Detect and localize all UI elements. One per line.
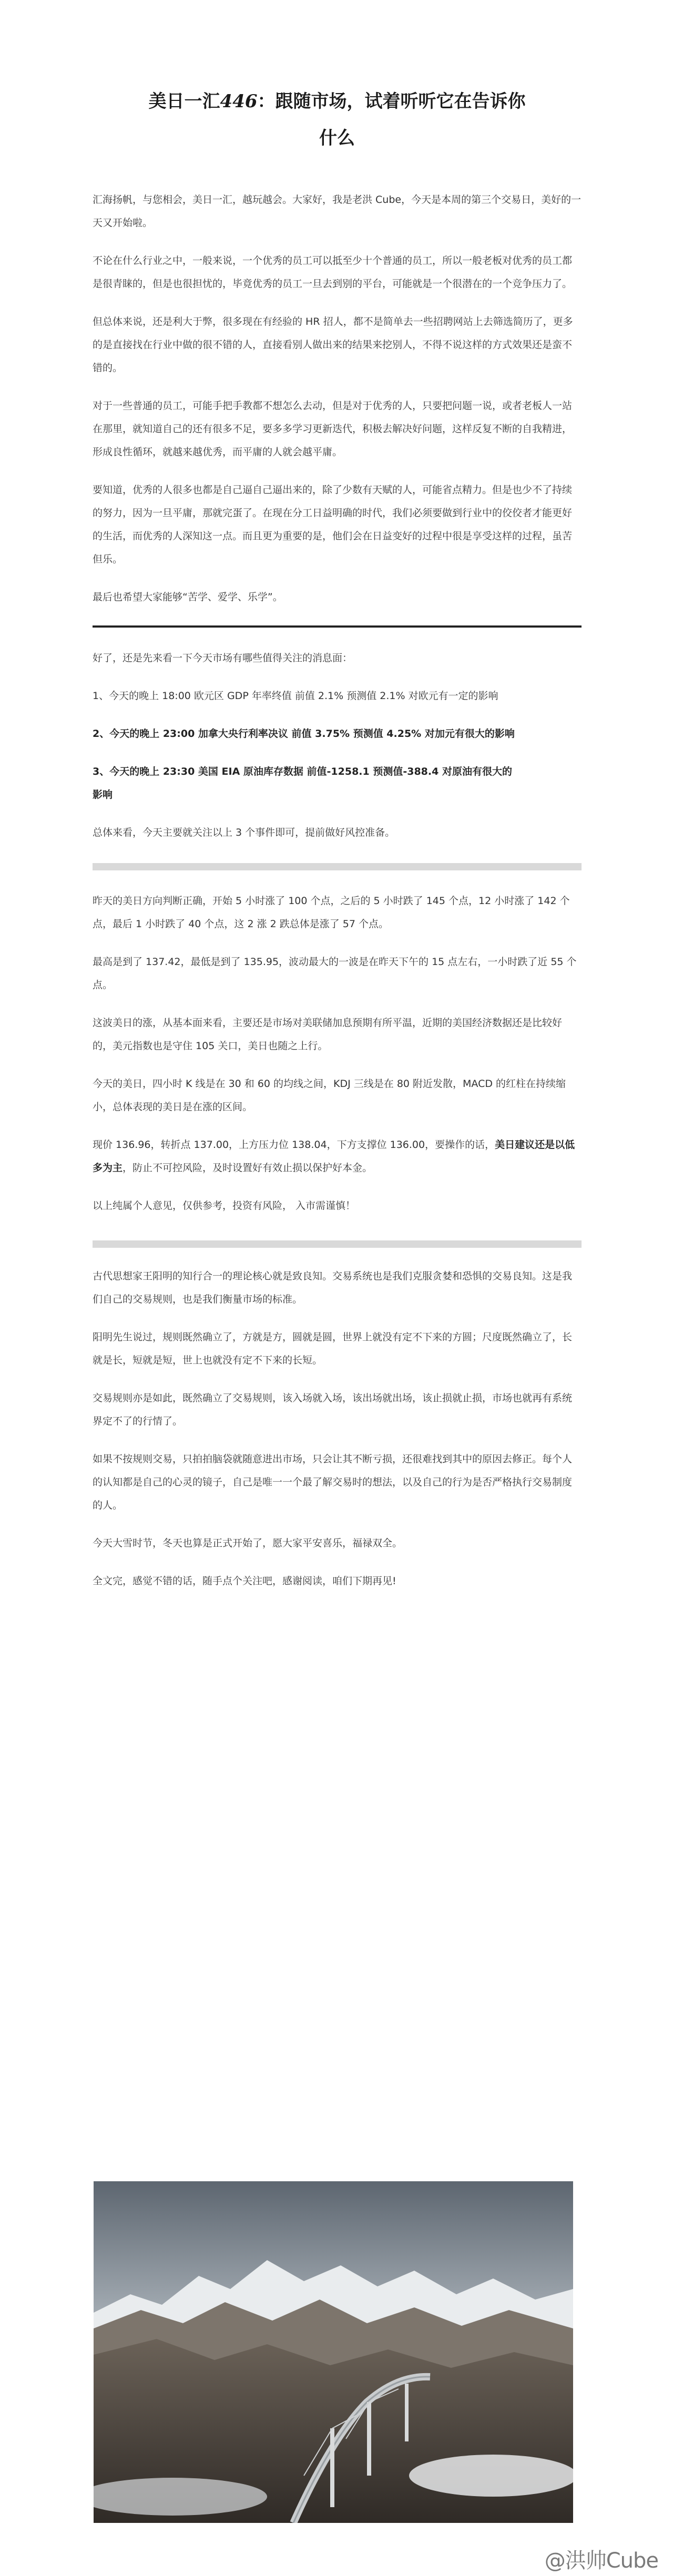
closing-paragraph: 交易规则亦是如此，既然确立了交易规则，该入场就入场，该出场就出场，该止损就止损，市场也就再有系统界定不了的行情了。 xyxy=(93,1392,573,1427)
landscape-photo xyxy=(94,2181,573,2523)
strategy-text: 现价 136.96，转折点 137.00，上方压力位 138.04，下方支撑位 136.00，要操作的话， xyxy=(93,1139,495,1151)
event-item: 1、今天的晚上 18:00 欧元区 GDP 年率终值 前值 2.1% 预测值 2.1% 对欧元有一定的影响 xyxy=(93,690,498,702)
article xyxy=(93,0,582,1593)
event-item xyxy=(93,760,582,806)
closing-paragraph: 如果不按规则交易，只拍拍脑袋就随意进出市场，只会让其不断亏损，还很难找到其中的原因去修正。每个人的认知都是自己的心灵的镜子，自己是唯一一个最了解交易时的想法，以及自己的行为是否严格执行交易制度的人。 xyxy=(93,1453,573,1511)
section-divider xyxy=(93,1240,582,1248)
section-divider xyxy=(93,863,582,870)
analysis-paragraph: 这波美日的涨，从基本面来看，主要还是市场对美联储加息预期有所平温，近期的美国经济数据还是比较好的，美元指数也是守住 105 关口，美日也随之上行。 xyxy=(93,1017,563,1052)
events-summary: 总体来看，今天主要就关注以上 3 个事件即可，提前做好风控准备。 xyxy=(93,827,395,838)
intro-paragraph: 不论在什么行业之中，一般来说，一个优秀的员工可以抵至少十个普通的员工，所以一般老板对优秀的员工都是很青睐的，但是也很担忧的，毕竟优秀的员工一旦去到别的平台，可能就是一个很潜在的一个竞争压力了。 xyxy=(93,255,573,290)
analysis-paragraph: 昨天的美日方向判断正确，开始 5 小时涨了 100 个点，之后的 5 小时跌了 145 个点，12 小时涨了 142 个点，最后 1 小时跌了 40 个点，这 2 涨 2 跌总体是涨了 57 个点。 xyxy=(93,895,570,930)
events-intro: 好了，还是先来看一下今天市场有哪些值得关注的消息面： xyxy=(93,652,353,664)
intro-paragraph: 汇海扬帆，与您相会，美日一汇，越玩越会。大家好，我是老洪 Cube，今天是本周的第三个交易日，美好的一天又开始啦。 xyxy=(93,194,582,229)
title-number: 446 xyxy=(220,91,258,112)
intro-paragraph: 但总体来说，还是利大于弊，很多现在有经验的 HR 招人，都不是简单去一些招聘网站上去筛选简历了，更多的是直接找在行业中做的很不错的人，直接看别人做出来的结果来挖别人，不得不说这样的方式效果还是蛮不错的。 xyxy=(93,316,573,374)
strategy-text: ，防止不可控风险，及时设置好有效止损以保护好本金。 xyxy=(123,1162,373,1174)
title-prefix: 美日一汇 xyxy=(148,91,220,112)
article-title xyxy=(93,83,582,157)
intro-paragraph: 要知道，优秀的人很多也都是自己逼自己逼出来的，除了少数有天赋的人，可能省点精力。但是也少不了持续的努力，因为一旦平庸，那就完蛋了。在现在分工日益明确的时代，我们必须要做到行业中的佼佼者才能更好的生活，而优秀的人深知这一点。而且更为重要的是，他们会在日益变好的过程中很是享受这样的过程，虽苦但乐。 xyxy=(93,484,573,565)
analysis-paragraph: 最高是到了 137.42，最低是到了 135.95，波动最大的一波是在昨天下午的 15 点左右，一小时跌了近 55 个点。 xyxy=(93,956,577,991)
closing-paragraph: 全文完，感觉不错的话，随手点个关注吧，感谢阅读，咱们下期再见! xyxy=(93,1575,396,1587)
title-suffix: ：跟随市场，试着听听它在告诉你 xyxy=(257,91,526,112)
event-item-line: 3、今天的晚上 23:30 美国 EIA 原油库存数据 前值-1258.1 预测值-388.4 对原油有很大的 xyxy=(93,766,512,777)
intro-paragraph: 对于一些普通的员工，可能手把手教都不想怎么去动，但是对于优秀的人，只要把问题一说，或者老板人一站在那里，就知道自己的还有很多不足，要多多学习更新迭代，积极去解决好问题，这样反复不断的自我精进，形成良性循环，就越来越优秀，而平庸的人就会越平庸。 xyxy=(93,400,573,458)
title-line2: 什么 xyxy=(319,128,355,149)
author-watermark: @洪帅Cube xyxy=(544,2549,658,2573)
closing-paragraph: 古代思想家王阳明的知行合一的理论核心就是致良知。交易系统也是我们克服贪婪和恐惧的交易良知。这是我们自己的交易规则，也是我们衡量市场的标准。 xyxy=(93,1270,573,1305)
analysis-paragraph: 今天的美日，四小时 K 线是在 30 和 60 的均线之间，KDJ 三线是在 80 附近发散，MACD 的红柱在持续缩小，总体表现的美日是在涨的区间。 xyxy=(93,1078,566,1113)
strategy-paragraph xyxy=(93,1133,582,1179)
strategy-highlight: 建议还是以低多为主 xyxy=(93,1139,575,1174)
disclaimer: 以上纯属个人意见，仅供参考，投资有风险， 入市需谨慎！ xyxy=(93,1200,356,1212)
intro-paragraph: 最后也希望大家能够“苦学、爱学、乐学”。 xyxy=(93,591,283,603)
strategy-highlight: 美日 xyxy=(495,1139,515,1151)
closing-paragraph: 今天大雪时节，冬天也算是正式开始了，愿大家平安喜乐，福禄双全。 xyxy=(93,1537,403,1549)
landscape-photo-art xyxy=(94,2181,573,2523)
closing-paragraph: 阳明先生说过，规则既然确立了，方就是方，圆就是圆，世界上就没有定不下来的方圆；尺度既然确立了，长就是长，短就是短，世上也就没有定不下来的长短。 xyxy=(93,1331,573,1366)
event-item: 2、今天的晚上 23:00 加拿大央行利率决议 前值 3.75% 预测值 4.25% 对加元有很大的影响 xyxy=(93,728,515,740)
event-item-line: 影响 xyxy=(93,789,113,800)
